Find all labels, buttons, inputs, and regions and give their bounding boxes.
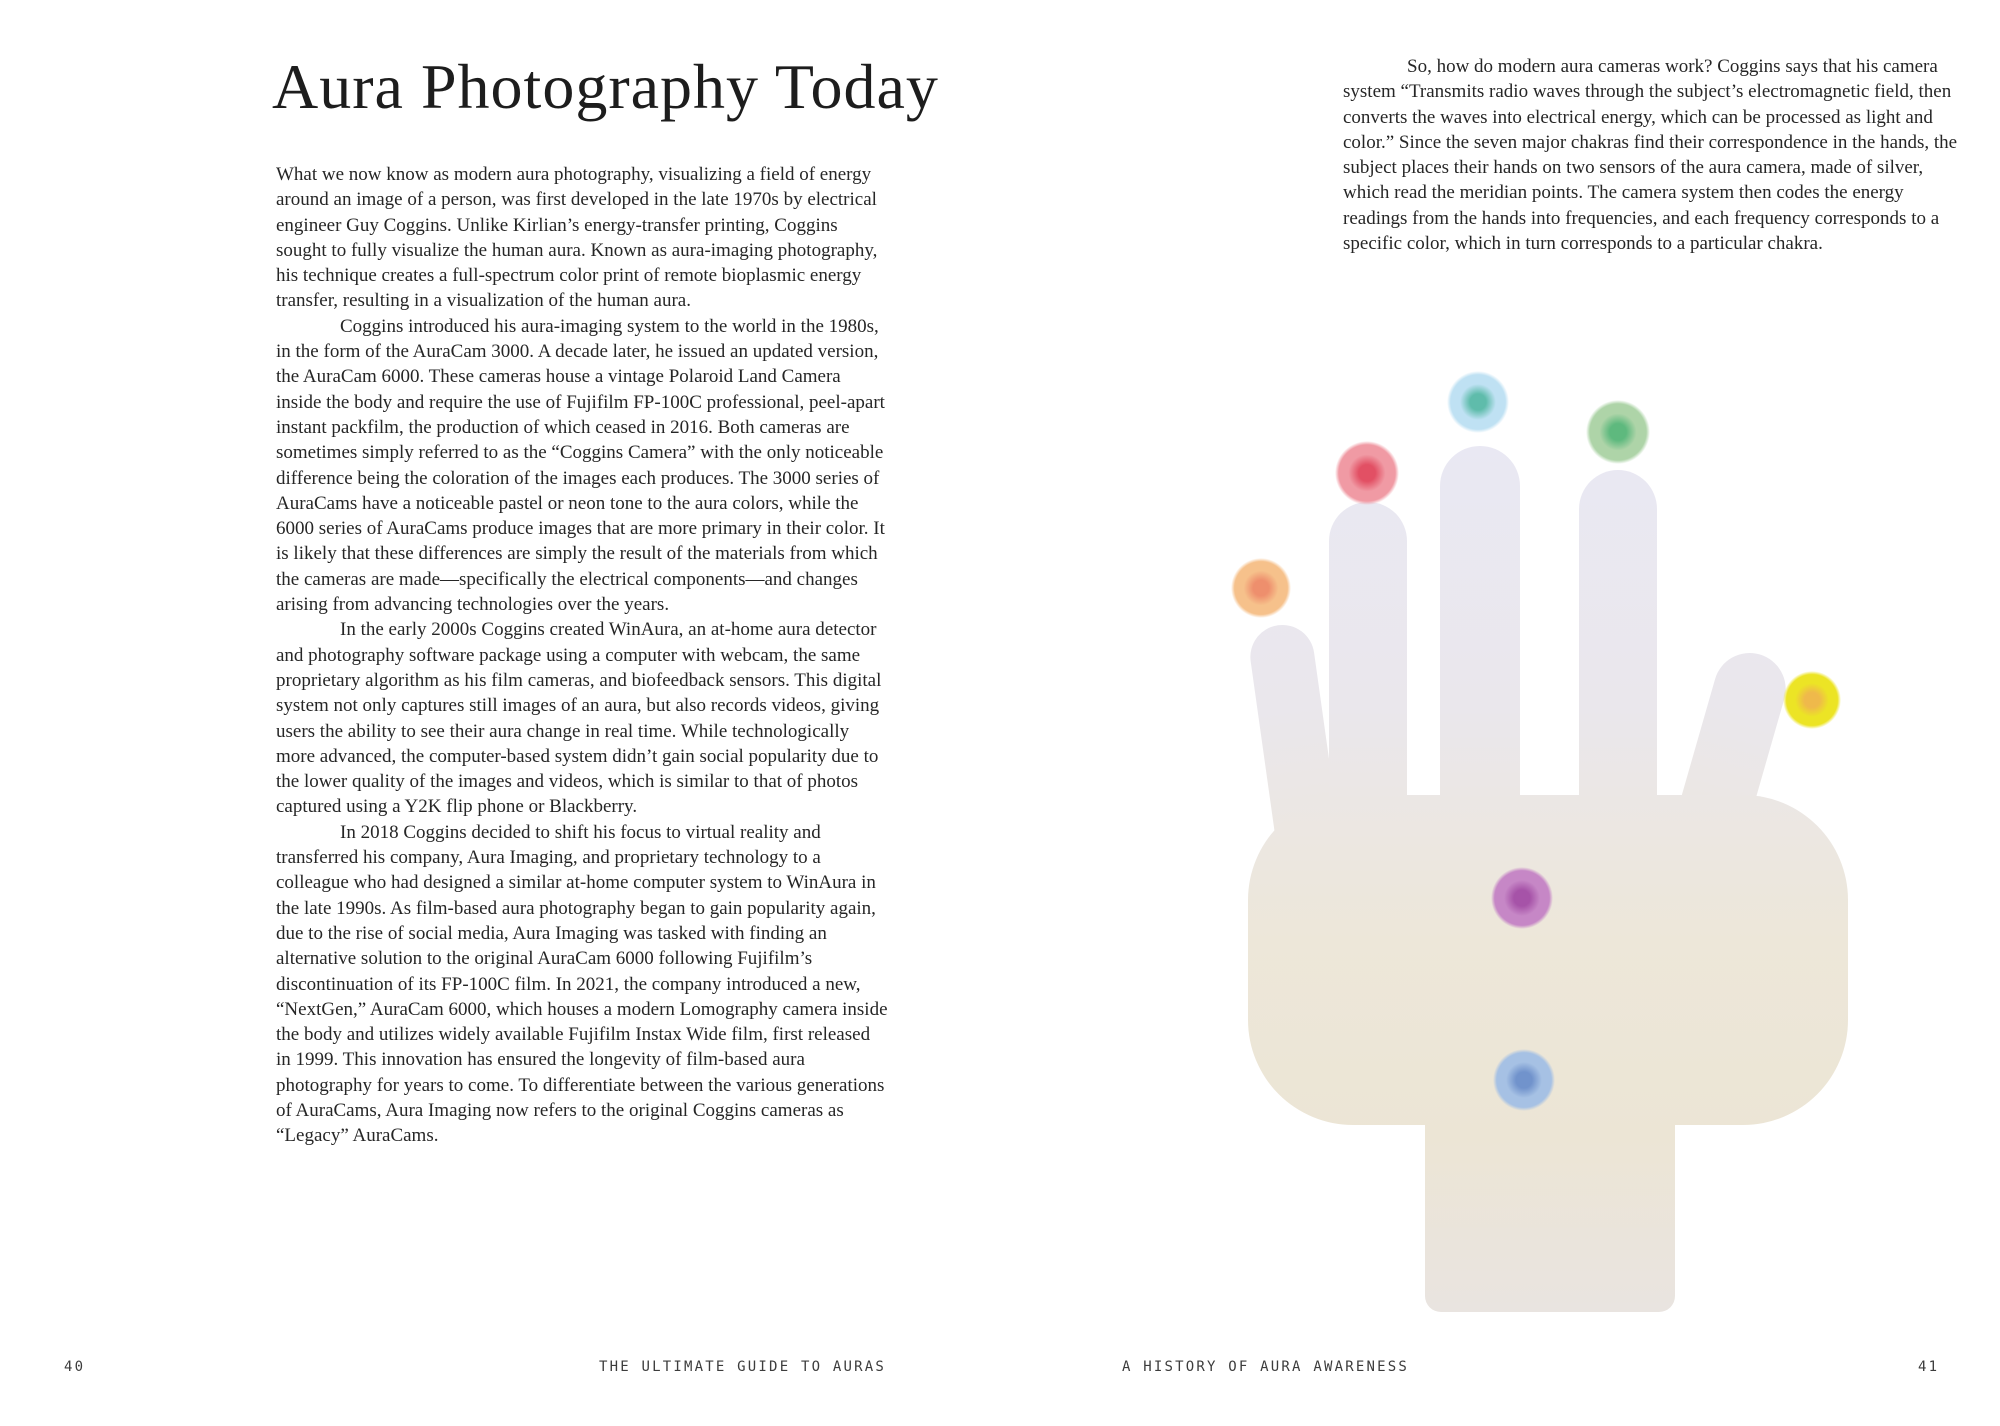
paragraph-1: What we now know as modern aura photography, visualizing a field of energy around an image of a person, was first developed in the late 1970s by electrical engineer Guy Coggins. Unlike Kirlian’s energy-transfer printing, Coggins sought to fully visualize the human aura. Known as aura-imaging photography, his technique creates a full-spectrum color print of remote bioplasmic energy transfer, resulting in a visualization of the human aura. [276, 164, 878, 312]
wrist [1425, 1080, 1675, 1312]
running-title-left: THE ULTIMATE GUIDE TO AURAS [599, 1359, 886, 1375]
paragraph-2: Coggins introduced his aura-imaging system to the world in the 1980s, in the form of the AuraCam 3000. A decade later, he issued an updated version, the AuraCam 6000. These cameras house a vintage Polaroid Land Camera inside the body and require the use of Fujifilm FP-100C professional, peel-apart instant packfilm, the production of which ceased in 2016. Both cameras are sometimes simply referred to as the “Coggins Camera” with the only noticeable difference being the coloration of the images each produces. The 3000 series of AuraCams have a noticeable pastel or neon tone to the aura colors, while the 6000 series of AuraCams produce images that are more primary in their color. It is likely that these differences are simply the result of the materials from which the cameras are made—specifically the electrical components—and changes arising from advancing technologies over the years. [276, 315, 885, 616]
chakra-dot-yellow [1783, 671, 1841, 729]
left-body-text [276, 162, 888, 1149]
chakra-dot-green [1586, 400, 1650, 464]
page-number-right: 41 [1918, 1359, 1940, 1375]
hand-silhouette [1240, 380, 1860, 1320]
running-title-right: A HISTORY OF AURA AWARENESS [1122, 1359, 1409, 1375]
page-title: Aura Photography Today [272, 51, 939, 122]
chakra-dot-purple [1491, 867, 1553, 929]
paragraph-5: So, how do modern aura cameras work? Coggins says that his camera system “Transmits radio waves through the subject’s electromagnetic field, then converts the waves into electrical energy, which can be processed as light and color.” Since the seven major chakras find their correspondence in the hands, the subject places their hands on two sensors of the aura camera, made of silver, which read the meridian points. The camera system then codes the energy readings from the hands into frequencies, and each frequency corresponds to a specific color, which in turn corresponds to a particular chakra. [1343, 56, 1958, 255]
paragraph-3: In the early 2000s Coggins created WinAura, an at-home aura detector and photography software package using a computer with webcam, the same proprietary algorithm as his film cameras, and biofeedback sensors. This digital system not only captures still images of an aura, but also records videos, giving users the ability to see their aura change in real time. While technologically more advanced, the computer-based system didn’t gain social popularity due to the lower quality of the images and videos, which is similar to that of photos captured using a Y2K flip phone or Blackberry. [276, 619, 882, 818]
chakra-dot-cyan [1447, 371, 1509, 433]
hand-illustration [1240, 380, 1860, 1320]
page-number-left: 40 [64, 1359, 86, 1375]
chakra-dot-red [1335, 441, 1399, 505]
chakra-dot-blue [1493, 1049, 1555, 1111]
chakra-dot-orange [1231, 558, 1291, 618]
paragraph-4: In 2018 Coggins decided to shift his focus to virtual reality and transferred his company, Aura Imaging, and proprietary technology to a colleague who had designed a similar at-home computer system to WinAura in the late 1990s. As film-based aura photography began to gain popularity again, due to the rise of social media, Aura Imaging was tasked with finding an alternative solution to the original AuraCam 6000 following Fujifilm’s discontinuation of its FP-100C film. In 2021, the company introduced a new, “NextGen,” AuraCam 6000, which houses a modern Lomography camera inside the body and utilizes widely available Fujifilm Instax Wide film, first released in 1999. This innovation has ensured the longevity of film-based aura photography for years to come. To differentiate between the various generations of AuraCams, Aura Imaging now refers to the original Coggins cameras as “Legacy” AuraCams. [276, 821, 888, 1147]
right-body-text [1343, 54, 1961, 256]
